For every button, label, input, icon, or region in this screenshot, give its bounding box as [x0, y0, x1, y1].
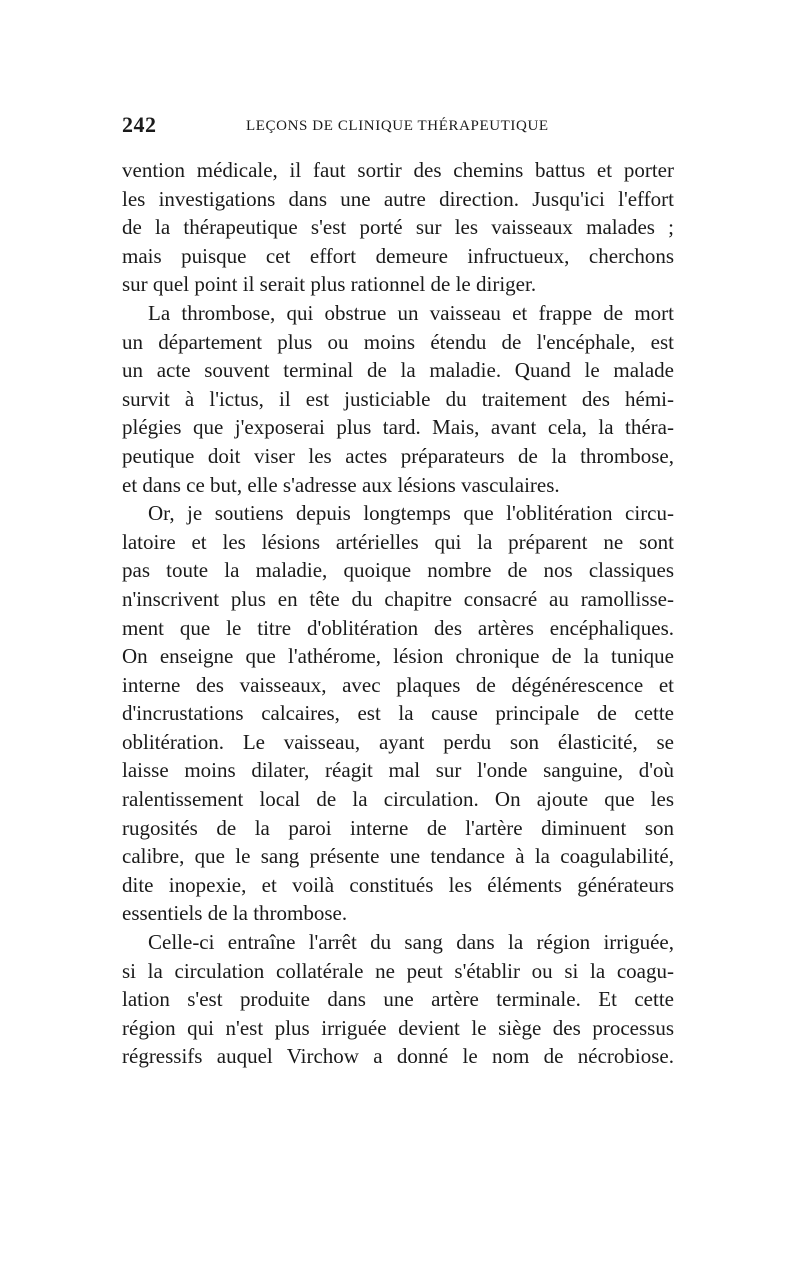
page-number: 242 — [122, 112, 157, 137]
text-line: vention médicale, il faut sortir des chemins battus et porter — [122, 158, 674, 182]
text-line: n'inscrivent plus en tête du chapitre consacré au ramollisse- — [122, 586, 674, 611]
text-line: région qui n'est plus irriguée devient le siège des processus — [122, 1015, 674, 1040]
text-line: un acte souvent terminal de la maladie. Quand le malade — [122, 358, 674, 383]
text-line: si la circulation collatérale ne peut s'établir ou si la coagu- — [122, 958, 674, 983]
text-line: lation s'est produite dans une artère terminale. Et cette — [122, 987, 674, 1012]
text-line: rugosités de la paroi interne de l'artère diminuent son — [122, 815, 674, 840]
text-line: Celle-ci entraîne l'arrêt du sang dans la région irriguée, — [148, 930, 674, 955]
text-line: oblitération. Le vaisseau, ayant perdu son élasticité, se — [122, 729, 674, 754]
text-line: plégies que j'exposerai plus tard. Mais, avant cela, la théra- — [122, 415, 674, 440]
running-title: LEÇONS DE CLINIQUE THÉRAPEUTIQUE — [246, 118, 549, 134]
text-line: ralentissement local de la circulation. On ajoute que les — [122, 787, 674, 812]
text-line: La thrombose, qui obstrue un vaisseau et frappe de mort — [148, 300, 674, 325]
text-line: ment que le titre d'oblitération des artères encéphaliques. — [122, 615, 674, 640]
text-line: mais puisque cet effort demeure infructueux, cherchons — [122, 243, 674, 268]
text-line: de la thérapeutique s'est porté sur les vaisseaux malades ; — [122, 215, 674, 240]
text-line: sur quel point il serait plus rationnel de le diriger. — [122, 272, 537, 297]
text-line: pas toute la maladie, quoique nombre de nos classiques — [122, 558, 674, 583]
body-text — [122, 156, 674, 1071]
text-line: Or, je soutiens depuis longtemps que l'oblitération circu- — [148, 501, 674, 526]
text-line: interne des vaisseaux, avec plaques de dégénérescence et — [122, 672, 674, 697]
text-line: les investigations dans une autre direction. Jusqu'ici l'effort — [122, 186, 674, 211]
text-line: survit à l'ictus, il est justiciable du traitement des hémi- — [122, 386, 674, 411]
book-page — [122, 108, 674, 1071]
text-line: On enseigne que l'athérome, lésion chronique de la tunique — [122, 644, 674, 669]
text-line: et dans ce but, elle s'adresse aux lésions vasculaires. — [122, 472, 560, 497]
text-line: essentiels de la thrombose. — [122, 901, 348, 926]
text-line: peutique doit viser les actes préparateurs de la thrombose, — [122, 443, 674, 468]
text-line: d'incrustations calcaires, est la cause principale de cette — [122, 701, 674, 726]
text-line: laisse moins dilater, réagit mal sur l'onde sanguine, d'où — [122, 758, 674, 783]
page-header — [122, 108, 674, 138]
text-line: dite inopexie, et voilà constitués les éléments générateurs — [122, 872, 674, 897]
text-line: latoire et les lésions artérielles qui la préparent ne sont — [122, 529, 674, 554]
text-line: régressifs auquel Virchow a donné le nom de nécrobiose. — [122, 1044, 674, 1069]
text-line: calibre, que le sang présente une tendance à la coagulabilité, — [122, 844, 674, 869]
text-line: un département plus ou moins étendu de l'encéphale, est — [122, 329, 674, 354]
